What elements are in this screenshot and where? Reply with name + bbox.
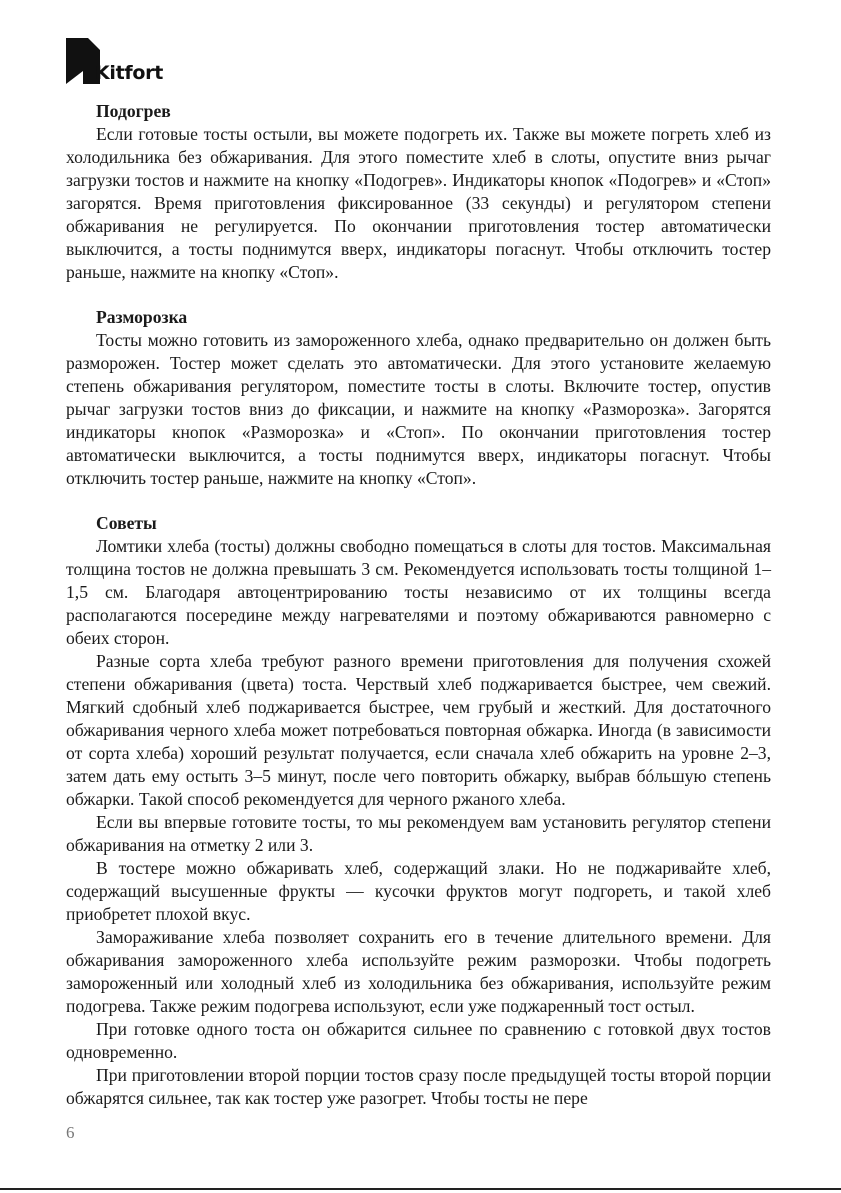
paragraph: Если готовые тосты остыли, вы можете подогреть их. Также вы можете погреть хлеб из холодильника без обжаривания. Для этого поместите хлеб в слоты, опустите вниз рычаг загрузки тостов и нажмите на кнопку «Подогрев». Индикаторы кнопок «Подогрев» и «Стоп» загорятся. Время приготовления фиксированное (33 секунды) и регулятором степени обжаривания не регулируется. По окончании приготовления тостер автоматически выключится, а тосты поднимутся вверх, индикаторы погаснут. Чтобы отключить тостер раньше, нажмите на кнопку «Стоп». <box>66 124 771 282</box>
brand-logo <box>66 38 176 88</box>
section-razmorozka <box>66 306 771 490</box>
page-number: 6 <box>66 1123 75 1142</box>
page-bottom-rule <box>0 1188 841 1190</box>
paragraph: В тостере можно обжаривать хлеб, содержащий злаки. Но не поджаривайте хлеб, содержащий высушенные фрукты — кусочки фруктов могут подгореть, и такой хлеб приобретет плохой вкус. <box>66 858 771 924</box>
paragraph: При готовке одного тоста он обжарится сильнее по сравнению с готовкой двух тостов одновременно. <box>66 1019 771 1062</box>
section-podogrev <box>66 100 771 284</box>
section-heading: Разморозка <box>96 307 188 327</box>
paragraph: Если вы впервые готовите тосты, то мы рекомендуем вам установить регулятор степени обжаривания на отметку 2 или 3. <box>66 812 771 855</box>
brand-name: Kitfort <box>95 62 163 84</box>
paragraph: Тосты можно готовить из замороженного хлеба, однако предварительно он должен быть разморожен. Тостер может сделать это автоматически. Для этого установите желаемую степень обжаривания регулятором, поместите тосты в слоты. Включите тостер, опустив рычаг загрузки тостов вниз до фиксации, и нажмите на кнопку «Разморозка». Загорятся индикаторы кнопок «Разморозка» и «Стоп». По окончании приготовления тостер автоматически выключится, а тосты поднимутся вверх, индикаторы погаснут. Чтобы отключить тостер раньше, нажмите на кнопку «Стоп». <box>66 330 771 488</box>
paragraph: Ломтики хлеба (тосты) должны свободно помещаться в слоты для тостов. Максимальная толщина тостов не должна превышать 3 см. Рекомендуется использовать тосты толщиной 1–1,5 см. Благодаря автоцентрированию тосты независимо от их толщины всегда располагаются посередине между нагревателями и поэтому обжариваются равномерно с обеих сторон. <box>66 536 771 648</box>
section-heading: Советы <box>96 513 157 533</box>
section-heading: Подогрев <box>96 101 171 121</box>
section-sovety <box>66 512 771 1110</box>
document-body <box>66 100 771 1132</box>
paragraph: Разные сорта хлеба требуют разного времени приготовления для получения схожей степени обжаривания (цвета) тоста. Черствый хлеб поджаривается быстрее, чем свежий. Мягкий сдобный хлеб поджаривается быстрее, чем грубый и жесткий. Для достаточного обжаривания черного хлеба может потребоваться повторная обжарка. Иногда (в зависимости от сорта хлеба) хороший результат получается, если сначала хлеб обжарить на уровне 2–3, затем дать ему остыть 3–5 минут, после чего повторить обжарку, выбрав бóльшую степень обжарки. Такой способ рекомендуется для черного ржаного хлеба. <box>66 651 771 809</box>
paragraph: При приготовлении второй порции тостов сразу после предыдущей тосты второй порции обжарятся сильнее, так как тостер уже разогрет. Чтобы тосты не пере <box>66 1065 771 1108</box>
paragraph: Замораживание хлеба позволяет сохранить его в течение длительного времени. Для обжаривания замороженного хлеба используйте режим разморозки. Чтобы подогреть замороженный или холодный хлеб из холодильника без обжаривания, используйте режим подогрева. Также режим подогрева используют, если уже поджаренный тост остыл. <box>66 927 771 1016</box>
